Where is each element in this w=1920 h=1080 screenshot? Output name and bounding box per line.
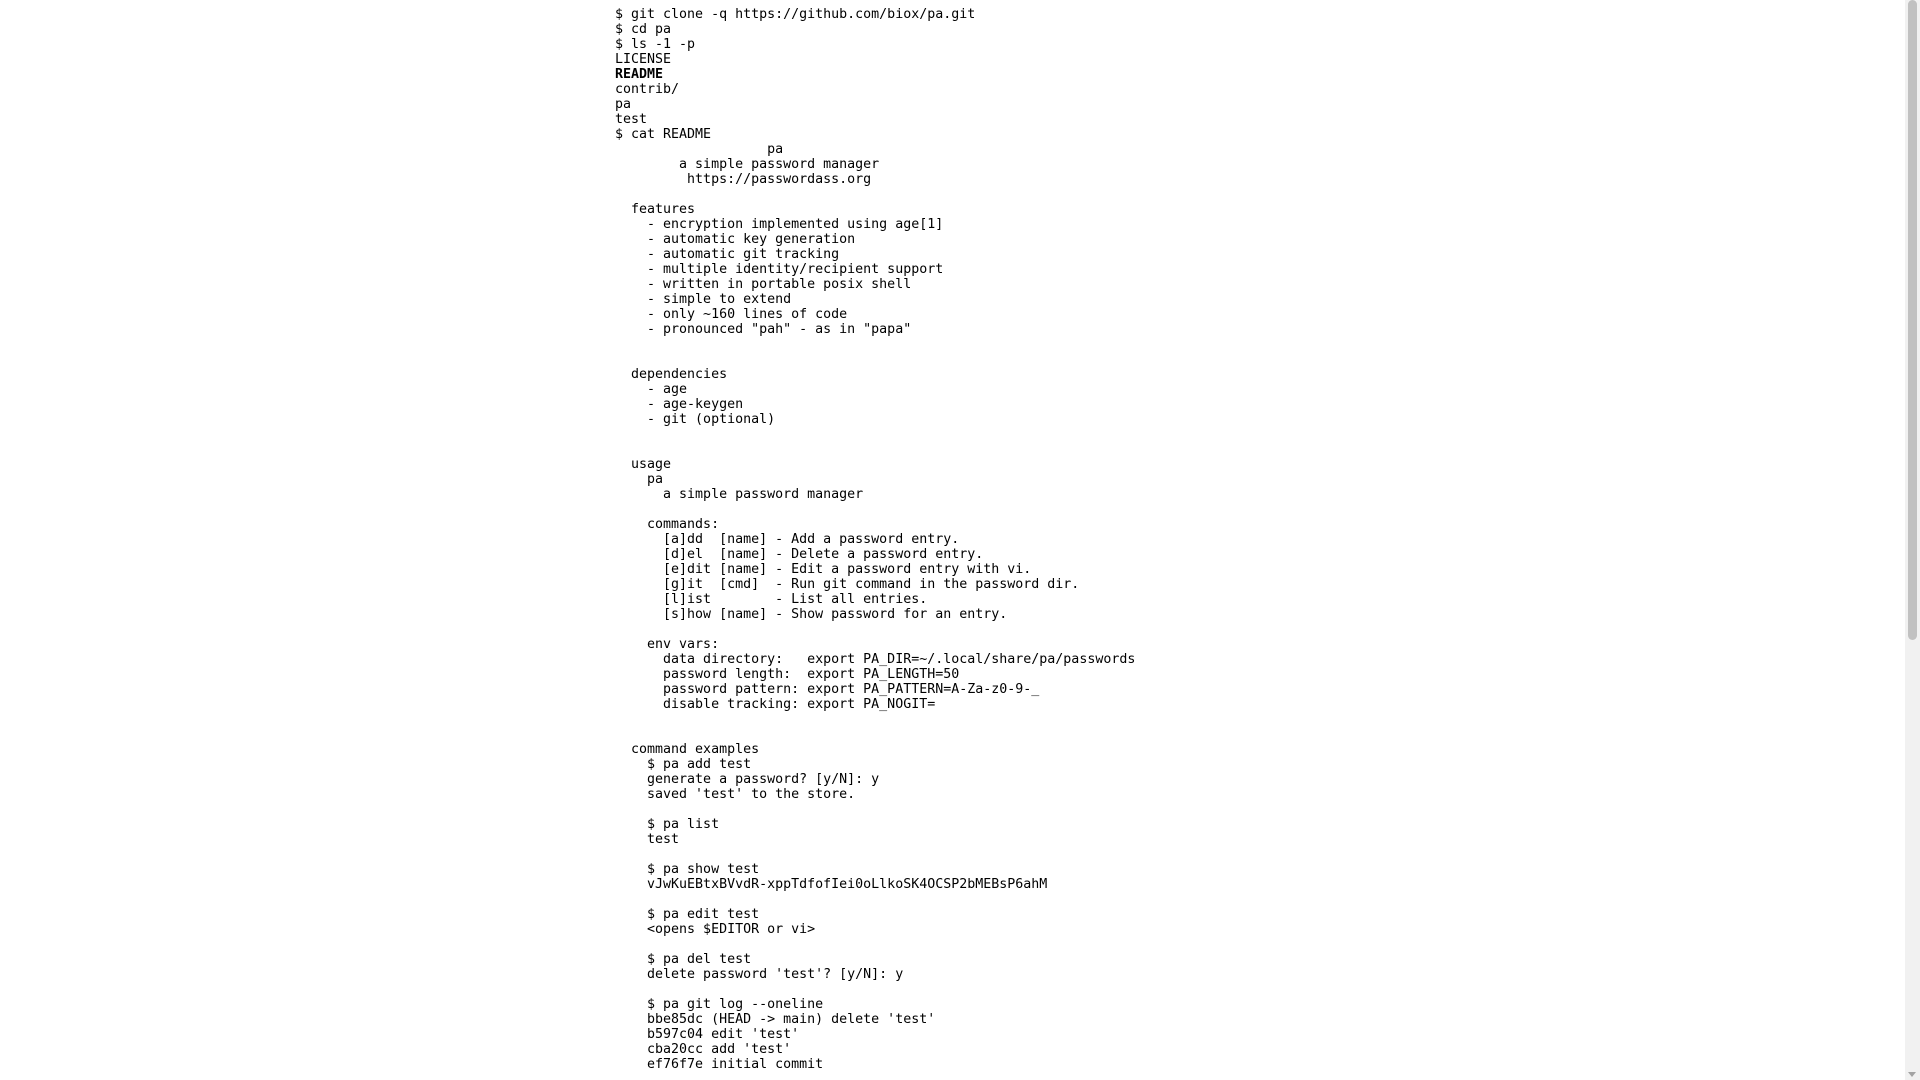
- terminal-line: [e]dit [name] - Edit a password entry with vi.: [615, 562, 1032, 577]
- terminal-line: b597c04 edit 'test': [615, 1027, 800, 1042]
- terminal-line: env vars:: [615, 637, 720, 652]
- terminal-line: data directory: export PA_DIR=~/.local/share/pa/passwords: [615, 652, 1136, 667]
- terminal-line: $ pa list: [615, 817, 720, 832]
- terminal-line: $ pa git log --oneline: [615, 997, 824, 1012]
- terminal-line: [615, 712, 1135, 727]
- terminal-line: $ pa show test: [615, 862, 760, 877]
- terminal-line: - multiple identity/recipient support: [615, 262, 944, 277]
- terminal-line: a simple password manager: [615, 157, 880, 172]
- terminal-line: [s]how [name] - Show password for an entry.: [615, 607, 1008, 622]
- terminal-line: $ pa add test: [615, 757, 752, 772]
- terminal-line: disable tracking: export PA_NOGIT=: [615, 697, 936, 712]
- terminal-line: vJwKuEBtxBVvdR-xppTdfofIei0oLlkoSK4OCSP2bMEBsP6ahM: [615, 877, 1048, 892]
- terminal-line: - written in portable posix shell: [615, 277, 912, 292]
- terminal-line: [615, 982, 1135, 997]
- terminal-line: [615, 622, 1135, 637]
- terminal-line: features: [615, 202, 696, 217]
- terminal-line: dependencies: [615, 367, 728, 382]
- terminal-line: delete password 'test'? [y/N]: y: [615, 967, 904, 982]
- terminal-line: [615, 802, 1135, 817]
- terminal-line: - encryption implemented using age[1]: [615, 217, 944, 232]
- terminal-line: - simple to extend: [615, 292, 792, 307]
- terminal-line: a simple password manager: [615, 487, 864, 502]
- terminal-line: cba20cc add 'test': [615, 1042, 792, 1057]
- terminal-line: [615, 502, 1135, 517]
- terminal-line: - age-keygen: [615, 397, 744, 412]
- terminal-line: [615, 937, 1135, 952]
- terminal-line: [615, 337, 1135, 352]
- terminal-line: LICENSE: [615, 52, 672, 67]
- terminal-line: commands:: [615, 517, 720, 532]
- terminal-line: - git (optional): [615, 412, 776, 427]
- terminal-output: [615, 7, 1135, 1072]
- terminal-line: saved 'test' to the store.: [615, 787, 856, 802]
- terminal-line: [615, 847, 1135, 862]
- terminal-line: [615, 187, 1135, 202]
- terminal-line: $ pa del test: [615, 952, 752, 967]
- terminal-line: - automatic key generation: [615, 232, 856, 247]
- terminal-line: pa: [615, 472, 664, 487]
- terminal-line: bbe85dc (HEAD -> main) delete 'test': [615, 1012, 936, 1027]
- terminal-line: command examples: [615, 742, 760, 757]
- terminal-line: README: [615, 67, 664, 82]
- terminal-line: [615, 352, 1135, 367]
- scrollbar-thumb[interactable]: [1908, 0, 1917, 640]
- terminal-line: [l]ist - List all entries.: [615, 592, 928, 607]
- terminal-line: contrib/: [615, 82, 680, 97]
- terminal-line: - automatic git tracking: [615, 247, 840, 262]
- terminal-line: ef76f7e initial commit: [615, 1057, 824, 1072]
- terminal-line: [a]dd [name] - Add a password entry.: [615, 532, 960, 547]
- terminal-line: - age: [615, 382, 688, 397]
- terminal-line: generate a password? [y/N]: y: [615, 772, 880, 787]
- terminal-line: usage: [615, 457, 672, 472]
- terminal-line: [d]el [name] - Delete a password entry.: [615, 547, 984, 562]
- vertical-scrollbar[interactable]: [1905, 0, 1920, 1080]
- terminal-line: pa: [615, 97, 632, 112]
- terminal-line: $ git clone -q https://github.com/biox/pa.git: [615, 7, 976, 22]
- terminal-line: - only ~160 lines of code: [615, 307, 848, 322]
- terminal-line: [615, 427, 1135, 442]
- terminal-line: test: [615, 112, 648, 127]
- terminal-line: $ pa edit test: [615, 907, 760, 922]
- terminal-line: $ cat README: [615, 127, 712, 142]
- terminal-line: <opens $EDITOR or vi>: [615, 922, 816, 937]
- terminal-line: https://passwordass.org: [615, 172, 872, 187]
- terminal-line: $ cd pa: [615, 22, 672, 37]
- scroll-down-arrow-icon[interactable]: [1908, 1072, 1916, 1077]
- terminal-line: password length: export PA_LENGTH=50: [615, 667, 960, 682]
- terminal-line: - pronounced "pah" - as in "papa": [615, 322, 912, 337]
- terminal-line: [615, 727, 1135, 742]
- terminal-line: [615, 442, 1135, 457]
- terminal-line: password pattern: export PA_PATTERN=A-Za-z0-9-_: [615, 682, 1040, 697]
- terminal-line: $ ls -1 -p: [615, 37, 696, 52]
- terminal-line: [g]it [cmd] - Run git command in the password dir.: [615, 577, 1080, 592]
- terminal-line: test: [615, 832, 680, 847]
- terminal-line: [615, 892, 1135, 907]
- terminal-line: pa: [615, 142, 784, 157]
